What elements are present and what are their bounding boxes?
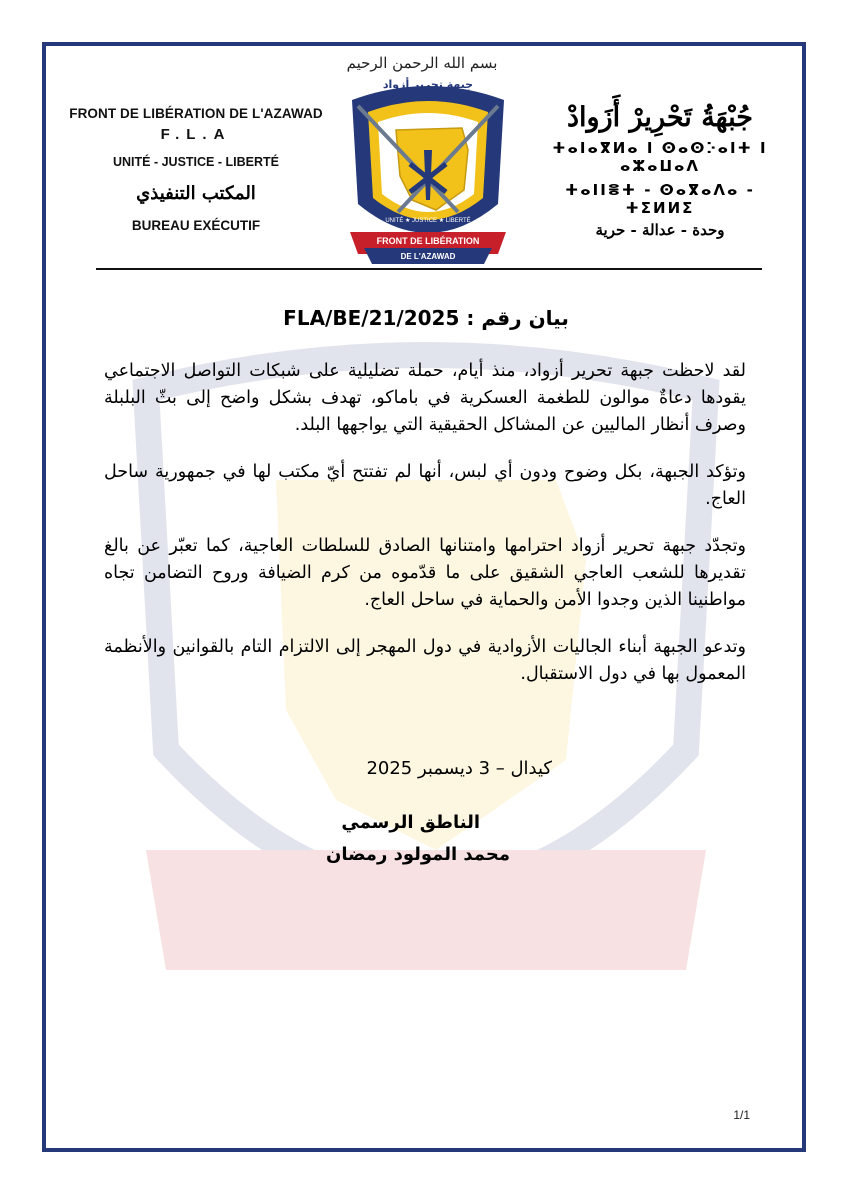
- statement-paragraph: وتدعو الجبهة أبناء الجاليات الأزوادية في دول المهجر إلى الالتزام التام بالقوانين والأنظمة المعمول بها في دول الاستقبال.: [104, 637, 746, 684]
- page-number: 1/1: [733, 1108, 750, 1122]
- org-name-arabic: جُبْهَةُ تَحْرِيرْ أَزَوادْ: [567, 102, 753, 133]
- statement-paragraph: وتؤكد الجبهة، بكل وضوح ودون أي لبس، أنها لم تفتتح أيّ مكتب لها في جمهورية ساحل العاج.: [104, 462, 746, 509]
- signatory-name: محمد المولود رمضان: [325, 844, 510, 865]
- org-name-tifinagh: ⵜⴰⵏⴰⴳⵍⴰ ⵏ ⵙⴰⵙⴾⴰⵏⵜ ⵏ ⴰⵣⴰⵡⴰⴷ: [552, 139, 768, 175]
- fla-emblem-logo: [338, 72, 518, 280]
- statement-paragraph: لقد لاحظت جبهة تحرير أزواد، منذ أيام، حملة تضليلية على شبكات التواصل الاجتماعي يقودها دعاةٌ موالون للطغمة العسكرية في باماكو، تهدف بشكل واضح إلى بثّ البلبلة وصرف أنظار الماليين عن المشاكل الحقيقية التي يواجهها البلد.: [104, 361, 746, 435]
- basmala-calligraphy: بسم الله الرحمن الرحيم: [346, 54, 498, 72]
- motto-tifinagh: ⵜⴰⵏⵏⴻⵜ - ⵙⴰⴳⴰⴷⴰ - ⵜⵉⵍⵍⵉ: [565, 181, 755, 217]
- org-name-french: FRONT DE LIBÉRATION DE L'AZAWAD: [69, 106, 323, 121]
- org-abbreviation: F.L.A: [160, 126, 232, 143]
- emblem-banner-line-1: FRONT DE LIBÉRATION: [376, 236, 480, 246]
- motto-french: UNITÉ - JUSTICE - LIBERTÉ: [113, 155, 279, 169]
- header-divider: [96, 268, 762, 270]
- emblem-outer-arabic-text: جبهة تحرير أزواد: [382, 78, 474, 91]
- statement-paragraph: وتجدّد جبهة تحرير أزواد احترامها وامتنانها الصادق للسلطات العاجية، كما تعبّر عن بالغ تقديرها للشعب العاجي الشقيق على ما قدّموه من كرم الضيافة وروح التضامن تجاه مواطنينا الذين وجدوا الأمن والحماية في ساحل العاج.: [104, 536, 746, 610]
- header-right-block: [540, 102, 780, 239]
- bureau-arabic: المكتب التنفيذي: [136, 183, 256, 204]
- signatory-title: الناطق الرسمي: [341, 812, 480, 833]
- statement-body: [104, 358, 746, 708]
- motto-arabic: وحدة - عدالة - حرية: [595, 221, 725, 239]
- statement-title: بيان رقم : 2025/FLA/BE/21: [283, 306, 569, 330]
- header-left-block: [62, 106, 330, 233]
- watermark-banner: [146, 850, 706, 970]
- bureau-french: BUREAU EXÉCUTIF: [131, 218, 261, 233]
- emblem-banner-line-2: DE L'AZAWAD: [400, 252, 456, 261]
- statement-date: كيدال – 3 ديسمبر 2025: [366, 758, 552, 779]
- emblem-side-motto: UNITÉ ★ JUSTICE ★ LIBERTÉ: [385, 218, 471, 224]
